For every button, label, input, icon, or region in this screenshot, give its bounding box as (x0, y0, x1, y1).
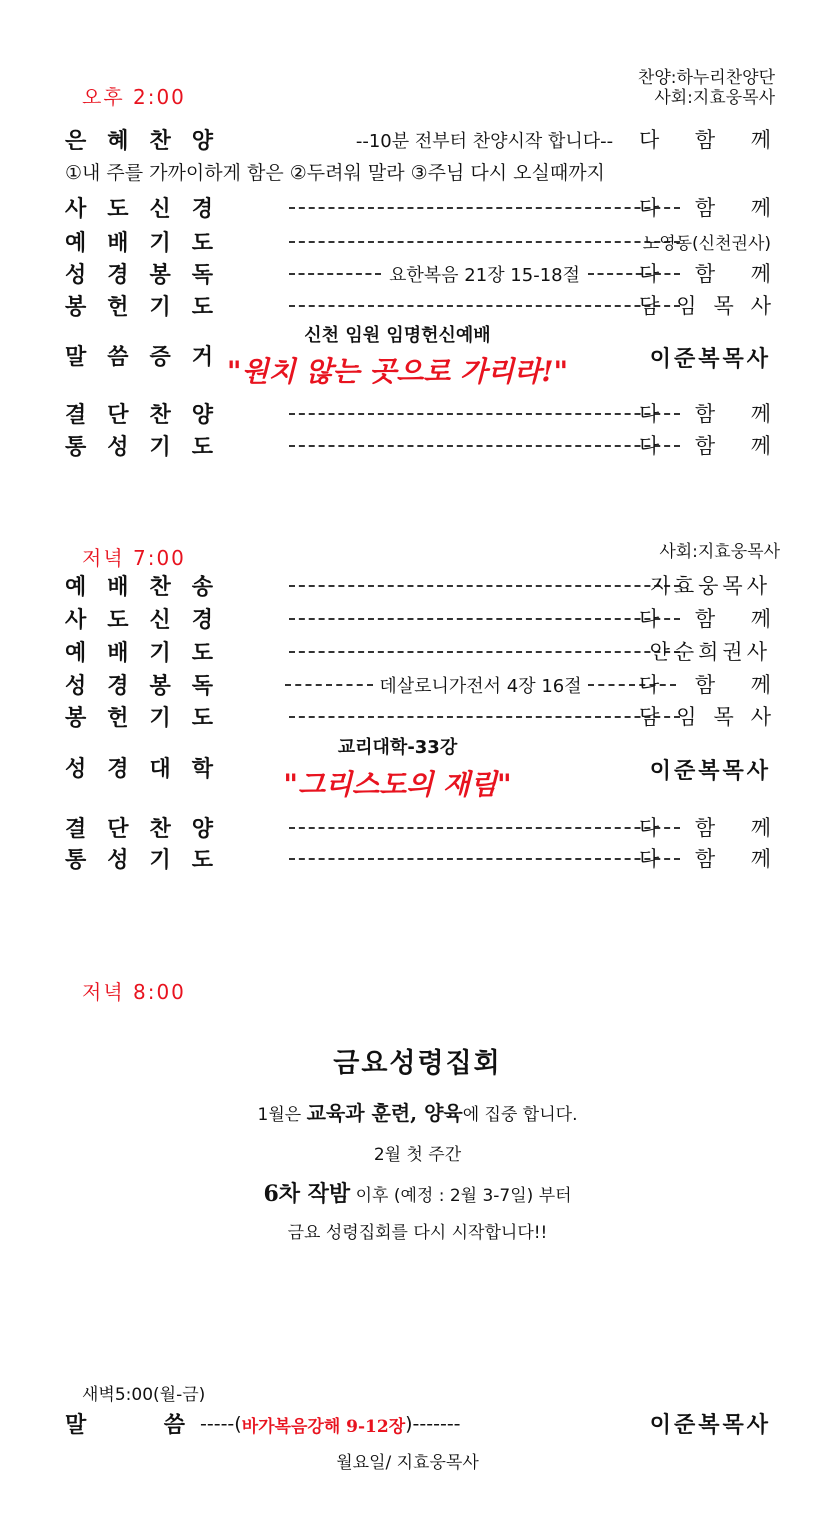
order-row-offering (65, 290, 771, 324)
row-dashes (287, 638, 682, 666)
order-row-hymn (65, 398, 771, 432)
announcement-line4: 금요 성령집회를 다시 시작합니다!! (287, 1223, 548, 1243)
row-label: 성 경 봉 독 (65, 263, 213, 288)
row-right: 다 함 께 (639, 847, 771, 871)
order-row-prayer (65, 226, 771, 260)
order-row-prayer (65, 636, 771, 670)
row-dashes (287, 194, 682, 222)
row-right: 다 함 께 (639, 196, 771, 220)
row-scripture: 요한복음 21장 15-18절 (287, 260, 682, 288)
order-row-creed (65, 603, 771, 637)
announcement-line2: 2월 첫 주간 (373, 1145, 462, 1165)
evening7-time: 저녁 7:00 (82, 546, 186, 570)
dawn-time: 새벽5:00(월-금) (82, 1385, 206, 1405)
friday-meeting-title: 금요성령집회 (333, 1048, 502, 1079)
announcement-line3: 6차 작밤 이후 (예정 : 2월 3-7일) 부터 (263, 1181, 572, 1207)
row-dashes (287, 845, 682, 873)
row-right: 다 함 께 (639, 128, 771, 152)
dawn-scripture: -----( 바가복음강해 9-12장 )------- (200, 1413, 461, 1437)
order-row-prayer-closing (65, 430, 771, 464)
preacher: 이준복목사 (649, 1413, 771, 1438)
row-label: 사 도 신 경 (65, 197, 213, 222)
lecture-title: "그리스도의 재림" (283, 768, 512, 801)
order-row-praise (65, 124, 771, 158)
hymn-leader: 찬양:하누리찬양단 (637, 68, 775, 88)
row-right: 다 함 께 (639, 673, 771, 697)
row-label: 예 배 기 도 (65, 231, 213, 256)
hymn-list: ①내 주를 가까이하게 함은 ②두려워 말라 ③주님 다시 오실때까지 (65, 162, 605, 184)
row-label: 사 도 신 경 (65, 608, 213, 633)
row-right: 지효웅목사 (649, 574, 771, 598)
afternoon-time: 오후 2:00 (82, 85, 186, 109)
row-dashes (287, 572, 682, 600)
row-label: 은 혜 찬 양 (65, 129, 213, 154)
row-right: 안순희권사 (649, 640, 771, 664)
row-note: --10분 전부터 찬양시작 합니다-- (355, 131, 614, 152)
row-label: 성 경 봉 독 (65, 674, 213, 699)
lecture-subtitle: 교리대학-33강 (337, 737, 458, 758)
row-label: 말 씀 증 거 (65, 345, 213, 370)
row-label: 예 배 기 도 (65, 641, 213, 666)
row-label: 말 씀 (65, 1413, 185, 1438)
order-row-hymn (65, 812, 771, 846)
row-dashes (287, 400, 682, 428)
row-right: 담 임 목 사 (639, 294, 771, 318)
row-dashes (287, 703, 682, 731)
dawn-note: 월요일/ 지효웅목사 (336, 1453, 479, 1473)
row-dashes (287, 605, 682, 633)
row-right: 다 함 께 (639, 434, 771, 458)
order-row-scripture (65, 669, 771, 703)
row-right: 노영동(신천권사) (642, 234, 771, 254)
row-label: 통 성 기 도 (65, 848, 213, 873)
announcement-line1: 1월은 교육과 훈련, 양육에 집중 합니다. (257, 1101, 578, 1125)
evening8-time: 저녁 8:00 (82, 980, 186, 1004)
order-row-creed (65, 192, 771, 226)
row-label: 예 배 찬 송 (65, 575, 213, 600)
row-right: 다 함 께 (639, 262, 771, 286)
row-dashes (287, 432, 682, 460)
order-row-prayer-closing (65, 843, 771, 877)
order-row-offering (65, 701, 771, 735)
sermon-subtitle: 신천 임원 임명헌신예배 (304, 325, 491, 346)
row-dashes (287, 292, 682, 320)
row-label: 성 경 대 학 (65, 757, 213, 782)
row-right: 다 함 께 (639, 816, 771, 840)
row-right: 담 임 목 사 (639, 705, 771, 729)
row-label: 결 단 찬 양 (65, 817, 213, 842)
afternoon-host: 사회:지효웅목사 (654, 88, 775, 108)
afternoon-credits (638, 68, 775, 108)
order-row-scripture (65, 258, 771, 292)
row-dashes (287, 228, 682, 256)
preacher: 이준복목사 (649, 759, 771, 784)
row-label: 결 단 찬 양 (65, 403, 213, 428)
row-label: 통 성 기 도 (65, 435, 213, 460)
row-right: 다 함 께 (639, 607, 771, 631)
order-row-hymn-open (65, 570, 771, 604)
row-dashes (287, 814, 682, 842)
preacher: 이준복목사 (649, 347, 771, 372)
evening7-host: 사회:지효웅목사 (659, 542, 780, 562)
sermon-title: "원치 않는 곳으로 가리라!" (226, 355, 569, 388)
row-scripture: 데살로니가전서 4장 16절 (283, 671, 678, 699)
row-right: 다 함 께 (639, 402, 771, 426)
row-label: 봉 헌 기 도 (65, 295, 213, 320)
order-row-dawn-word (65, 1408, 771, 1442)
row-label: 봉 헌 기 도 (65, 706, 213, 731)
